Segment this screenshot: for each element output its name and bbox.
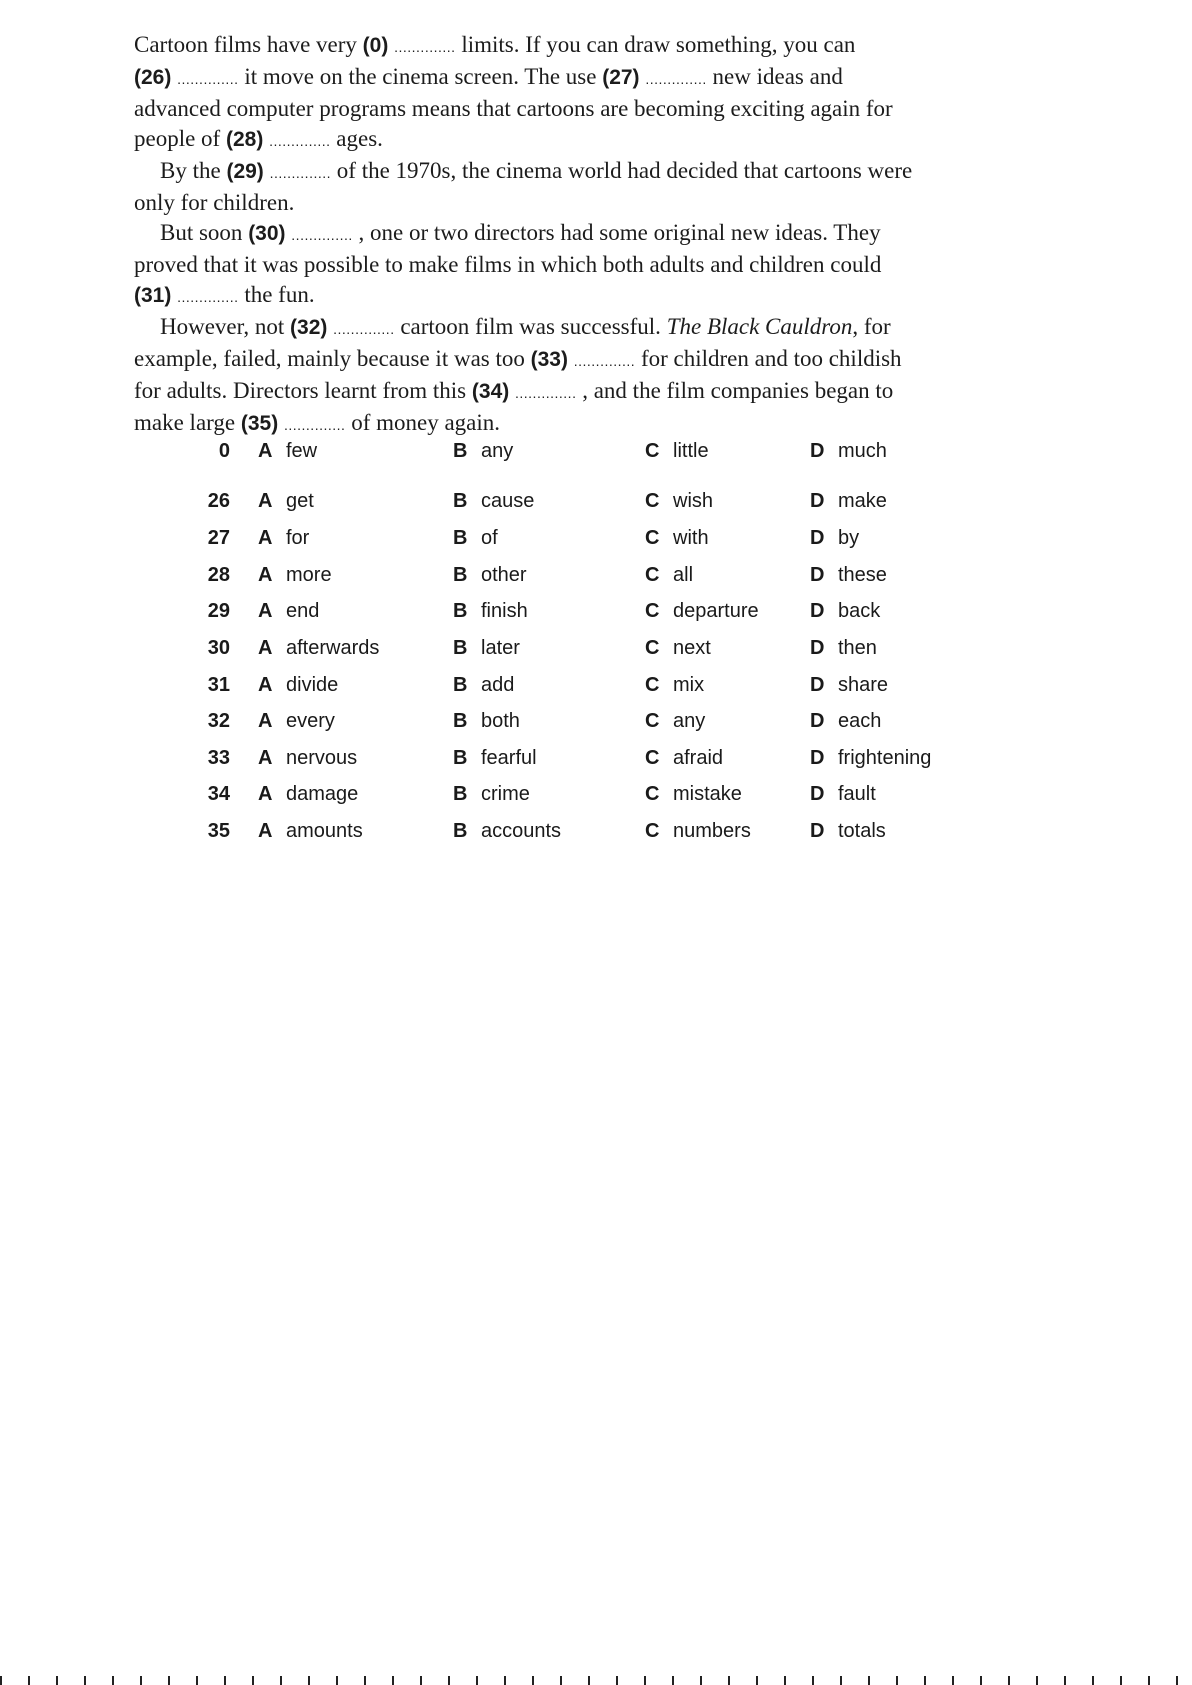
- passage-text: limits. If you can draw something, you can: [455, 32, 856, 57]
- gap-number: (35): [240, 412, 279, 435]
- option-letter: D: [810, 490, 825, 512]
- option-word: amounts: [286, 820, 363, 842]
- option-word: afraid: [673, 747, 724, 769]
- option-letter: D: [810, 820, 825, 842]
- blank-dots: ..............: [269, 165, 332, 181]
- option-word: then: [838, 637, 877, 659]
- option-d: [810, 600, 880, 623]
- option-word: get: [286, 490, 314, 512]
- option-letter: B: [453, 490, 468, 512]
- passage-line: [134, 344, 1014, 376]
- blank-dots: ..............: [177, 71, 239, 87]
- blank-dots: ..............: [269, 133, 331, 149]
- option-letter: D: [810, 783, 825, 805]
- option-letter: A: [258, 674, 273, 696]
- option-letter: D: [810, 637, 825, 659]
- option-b: [453, 527, 498, 550]
- option-b: [453, 747, 537, 770]
- option-word: both: [481, 710, 520, 732]
- option-letter: D: [810, 710, 825, 732]
- passage-line: [134, 408, 1014, 440]
- option-c: [645, 820, 751, 843]
- passage-text: people of: [134, 126, 226, 151]
- option-row: [0, 564, 1192, 594]
- option-word: cause: [481, 490, 535, 512]
- option-row: [0, 490, 1192, 520]
- passage-text: ages.: [330, 126, 383, 151]
- option-d: [810, 710, 881, 733]
- gap-number: (0): [362, 34, 389, 57]
- option-c: [645, 747, 723, 770]
- option-row: [0, 674, 1192, 704]
- passage-text: , and the film companies began to: [576, 378, 894, 403]
- question-number: 32: [207, 710, 230, 732]
- question-number: 0: [218, 440, 230, 462]
- blank-dots: ..............: [333, 321, 395, 337]
- option-word: these: [838, 564, 887, 586]
- option-letter: C: [645, 674, 660, 696]
- option-c: [645, 783, 742, 806]
- question-number: 29: [207, 600, 230, 622]
- option-letter: A: [258, 747, 273, 769]
- option-word: frightening: [838, 747, 932, 769]
- option-word: mistake: [673, 783, 742, 805]
- passage-text: advanced computer programs means that cartoons are becoming exciting again for: [134, 96, 893, 121]
- option-word: accounts: [481, 820, 562, 842]
- gap-number: (26): [134, 66, 172, 89]
- passage-text: example, failed, mainly because it was too: [134, 346, 531, 371]
- option-a: [258, 747, 357, 770]
- option-c: [645, 527, 709, 550]
- gap-number: (28): [225, 128, 264, 151]
- passage-line: [134, 188, 1014, 218]
- option-b: [453, 783, 530, 806]
- option-letter: A: [258, 783, 273, 805]
- option-c: [645, 440, 709, 463]
- option-word: totals: [838, 820, 886, 842]
- option-d: [810, 564, 887, 587]
- passage-text: new ideas and: [706, 64, 843, 89]
- option-word: divide: [286, 674, 339, 696]
- question-number: 31: [207, 674, 230, 696]
- option-c: [645, 490, 713, 513]
- option-word: finish: [481, 600, 528, 622]
- option-letter: C: [645, 490, 660, 512]
- passage-text: for adults. Directors learnt from this: [134, 378, 472, 403]
- option-letter: C: [645, 783, 660, 805]
- option-letter: D: [810, 564, 825, 586]
- blank-dots: ..............: [645, 71, 707, 87]
- option-word: share: [838, 674, 889, 696]
- passage-line: [134, 30, 1014, 62]
- gap-number: (34): [471, 380, 510, 403]
- option-word: any: [481, 440, 514, 462]
- option-c: [645, 564, 693, 587]
- option-b: [453, 600, 528, 623]
- option-row: [0, 747, 1192, 777]
- question-number: 35: [207, 820, 230, 842]
- option-word: other: [481, 564, 527, 586]
- option-row: [0, 440, 1192, 470]
- option-letter: D: [810, 440, 825, 462]
- gap-number: (31): [134, 284, 172, 307]
- option-word: wish: [673, 490, 714, 512]
- blank-dots: ..............: [515, 385, 577, 401]
- option-letter: B: [453, 527, 468, 549]
- option-row: [0, 600, 1192, 630]
- option-word: more: [286, 564, 332, 586]
- option-word: all: [673, 564, 694, 586]
- option-letter: A: [258, 440, 273, 462]
- passage-text: But soon: [160, 220, 249, 245]
- option-a: [258, 564, 332, 587]
- option-a: [258, 674, 338, 697]
- passage-line: [134, 376, 1014, 408]
- option-letter: A: [258, 600, 273, 622]
- passage-text: make large: [134, 410, 241, 435]
- option-letter: B: [453, 710, 468, 732]
- question-number: 34: [207, 783, 230, 805]
- option-a: [258, 710, 335, 733]
- passage-text: By the: [160, 158, 227, 183]
- option-b: [453, 820, 561, 843]
- blank-dots: ..............: [283, 417, 346, 433]
- option-letter: A: [258, 564, 273, 586]
- option-word: every: [286, 710, 335, 732]
- option-word: of: [481, 527, 498, 549]
- blank-dots: ..............: [291, 227, 353, 243]
- scan-edge-marks: [0, 1676, 1192, 1685]
- cloze-passage: [134, 30, 1014, 440]
- option-letter: B: [453, 820, 468, 842]
- option-b: [453, 564, 527, 587]
- question-number: 30: [207, 637, 230, 659]
- option-letter: A: [258, 527, 273, 549]
- option-b: [453, 440, 513, 463]
- passage-text: of money again.: [345, 410, 501, 435]
- option-letter: C: [645, 637, 660, 659]
- option-d: [810, 637, 877, 660]
- option-word: later: [481, 637, 520, 659]
- option-word: with: [673, 527, 709, 549]
- option-letter: C: [645, 747, 660, 769]
- passage-text: proved that it was possible to make films in which both adults and children could: [134, 252, 882, 277]
- option-letter: A: [258, 710, 273, 732]
- option-row: [0, 710, 1192, 740]
- question-number: 33: [207, 747, 230, 769]
- option-letter: C: [645, 440, 660, 462]
- option-word: damage: [286, 783, 359, 805]
- option-a: [258, 600, 319, 623]
- option-letter: C: [645, 564, 660, 586]
- option-d: [810, 527, 859, 550]
- option-a: [258, 527, 309, 550]
- option-word: each: [838, 710, 882, 732]
- option-b: [453, 637, 520, 660]
- option-row: [0, 783, 1192, 813]
- option-word: mix: [673, 674, 705, 696]
- option-word: make: [838, 490, 887, 512]
- option-d: [810, 783, 876, 806]
- option-letter: B: [453, 564, 468, 586]
- option-letter: D: [810, 747, 825, 769]
- option-row: [0, 527, 1192, 557]
- passage-text: However, not: [160, 314, 291, 339]
- option-word: any: [673, 710, 706, 732]
- option-letter: B: [453, 440, 468, 462]
- option-letter: C: [645, 820, 660, 842]
- option-b: [453, 490, 534, 513]
- option-a: [258, 637, 379, 660]
- option-letter: A: [258, 490, 273, 512]
- passage-line: [134, 124, 1014, 156]
- option-a: [258, 490, 314, 513]
- option-a: [258, 820, 363, 843]
- option-letter: B: [453, 783, 468, 805]
- option-letter: B: [453, 674, 468, 696]
- option-row: [0, 820, 1192, 850]
- option-letter: A: [258, 637, 273, 659]
- passage-line: [134, 62, 1014, 94]
- option-c: [645, 674, 704, 697]
- option-word: by: [838, 527, 860, 549]
- blank-dots: ..............: [573, 353, 636, 369]
- option-word: much: [838, 440, 887, 462]
- option-letter: C: [645, 600, 660, 622]
- option-letter: D: [810, 527, 825, 549]
- blank-dots: ..............: [177, 289, 239, 305]
- passage-text: Cartoon films have very: [134, 32, 363, 57]
- option-word: fearful: [481, 747, 537, 769]
- gap-number: (29): [226, 160, 264, 183]
- option-c: [645, 600, 759, 623]
- option-letter: B: [453, 747, 468, 769]
- question-number: 27: [207, 527, 230, 549]
- option-row: [0, 637, 1192, 667]
- option-word: little: [673, 440, 709, 462]
- passage-text: it move on the cinema screen. The use: [238, 64, 603, 89]
- option-letter: D: [810, 674, 825, 696]
- film-title: The Black Cauldron: [666, 314, 853, 339]
- option-word: for: [286, 527, 310, 549]
- option-word: fault: [838, 783, 876, 805]
- passage-line: [134, 156, 1014, 188]
- option-b: [453, 710, 520, 733]
- option-b: [453, 674, 514, 697]
- passage-text: only for children.: [134, 190, 295, 215]
- passage-text: , one or two directors had some original new ideas. They: [352, 220, 881, 245]
- passage-line: [134, 218, 1014, 250]
- option-c: [645, 710, 705, 733]
- option-word: numbers: [673, 820, 751, 842]
- option-word: nervous: [286, 747, 358, 769]
- option-word: few: [286, 440, 318, 462]
- passage-line: [134, 280, 1014, 312]
- option-c: [645, 637, 711, 660]
- passage-line: [134, 250, 1014, 280]
- option-letter: C: [645, 527, 660, 549]
- option-word: crime: [481, 783, 530, 805]
- passage-text: the fun.: [238, 282, 315, 307]
- passage-text: , for: [852, 314, 891, 339]
- option-letter: C: [645, 710, 660, 732]
- option-a: [258, 440, 317, 463]
- passage-line: [134, 94, 1014, 124]
- gap-number: (33): [530, 348, 568, 371]
- passage-text: of the 1970s, the cinema world had decided that cartoons were: [331, 158, 913, 183]
- option-word: add: [481, 674, 515, 696]
- gap-number: (30): [248, 222, 286, 245]
- passage-line: [134, 312, 1014, 344]
- gap-number: (32): [290, 316, 328, 339]
- option-d: [810, 747, 931, 770]
- option-word: departure: [673, 600, 759, 622]
- passage-text: cartoon film was successful.: [394, 314, 667, 339]
- option-letter: B: [453, 600, 468, 622]
- question-number: 28: [207, 564, 230, 586]
- blank-dots: ..............: [394, 39, 456, 55]
- option-word: next: [673, 637, 711, 659]
- option-letter: B: [453, 637, 468, 659]
- option-letter: A: [258, 820, 273, 842]
- passage-text: for children and too childish: [635, 346, 902, 371]
- option-a: [258, 783, 358, 806]
- question-number: 26: [207, 490, 230, 512]
- option-word: back: [838, 600, 881, 622]
- option-letter: D: [810, 600, 825, 622]
- option-word: end: [286, 600, 320, 622]
- option-d: [810, 440, 887, 463]
- gap-number: (27): [602, 66, 640, 89]
- option-word: afterwards: [286, 637, 380, 659]
- option-d: [810, 820, 886, 843]
- option-d: [810, 490, 887, 513]
- option-d: [810, 674, 888, 697]
